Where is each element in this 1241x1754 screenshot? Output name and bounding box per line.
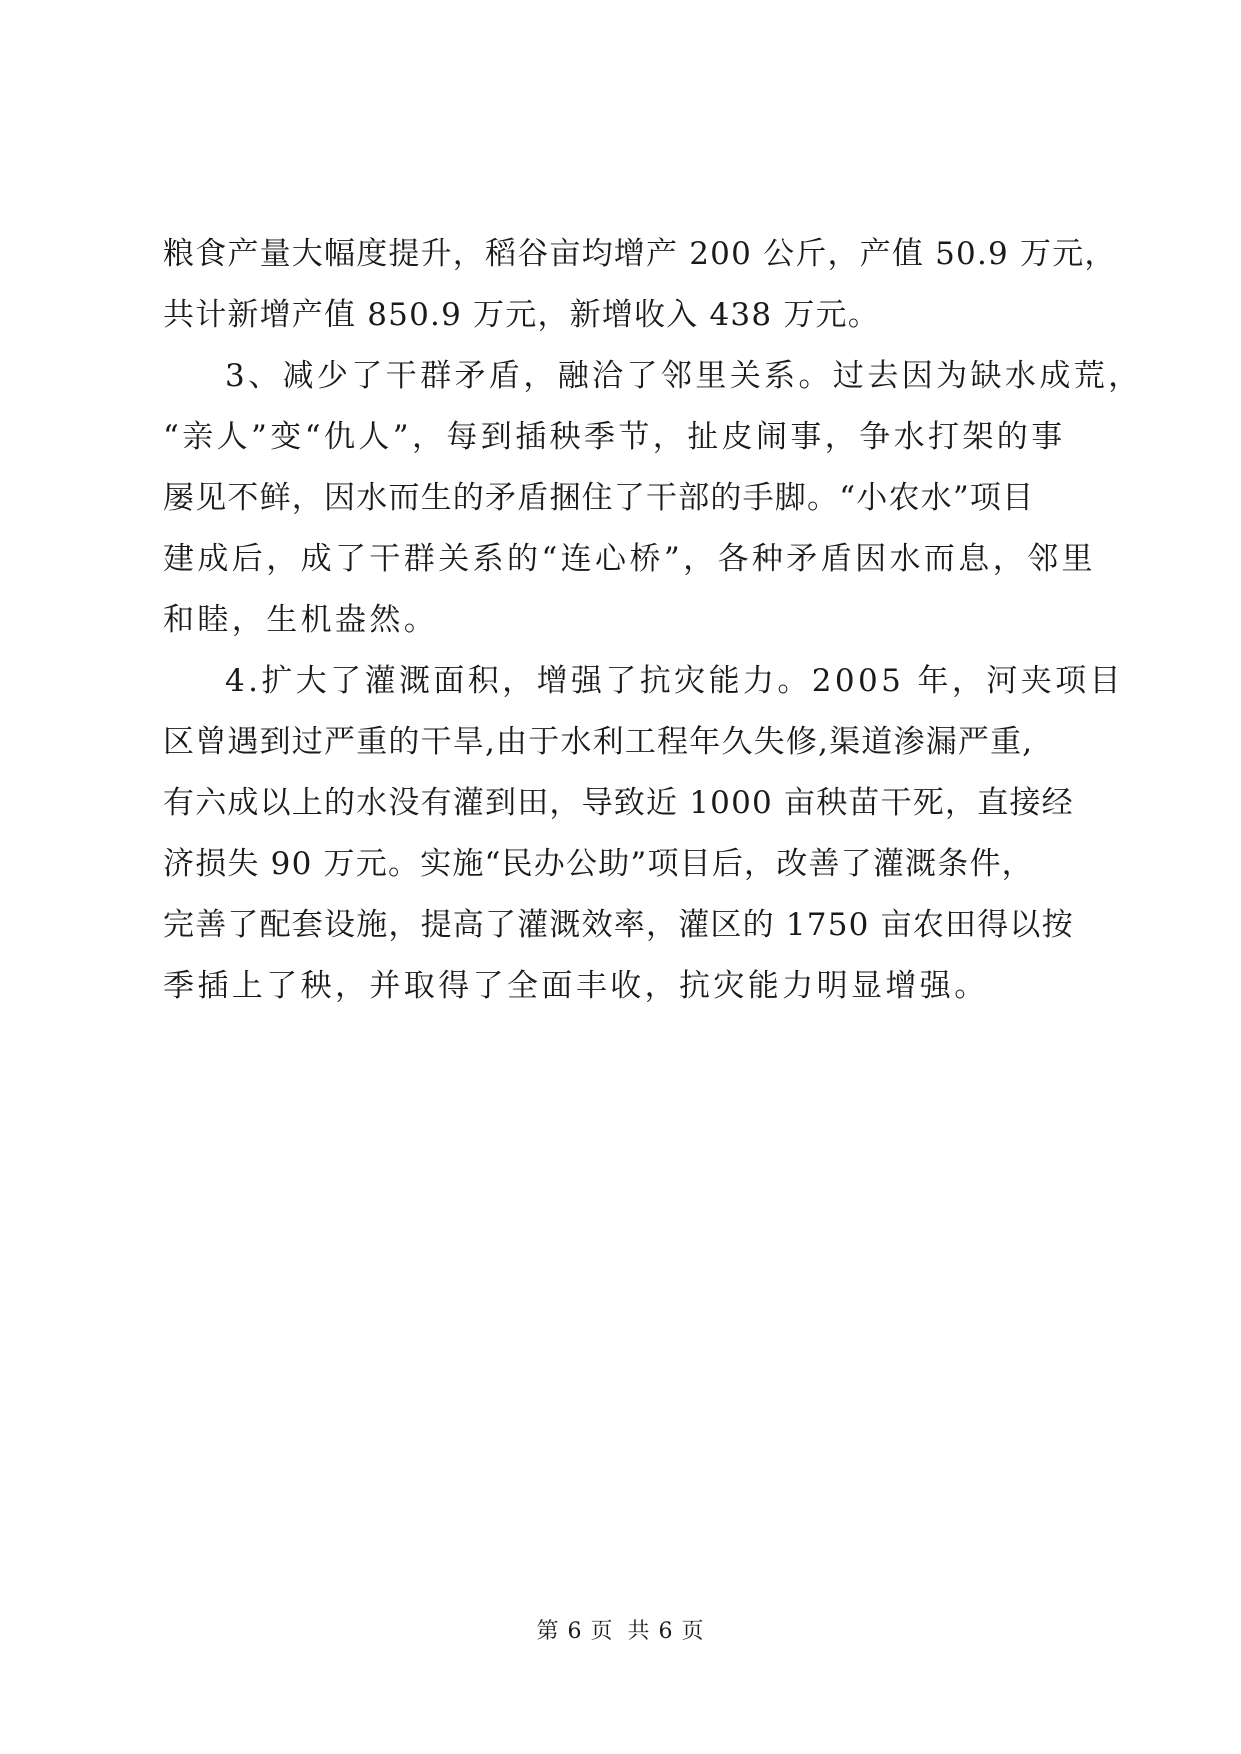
text-line: 屡见不鲜，因水而生的矛盾捆住了干部的手脚。“小农水”项目	[163, 480, 1035, 516]
text-line: 完善了配套设施，提高了灌溉效率，灌区的 1750 亩农田得以按	[163, 907, 1074, 943]
page-number-current: 第 6 页	[536, 1619, 614, 1644]
text-line: 有六成以上的水没有灌到田，导致近 1000 亩秧苗干死，直接经	[163, 785, 1074, 821]
text-line: 济损失 90 万元。实施“民办公助”项目后，改善了灌溉条件，	[163, 846, 1034, 882]
text-line: 区曾遇到过严重的干旱,由于水利工程年久失修,渠道渗漏严重,	[163, 724, 1034, 760]
paragraph-start-line: 3、减少了干群矛盾，融洽了邻里关系。过去因为缺水成荒，	[225, 358, 1143, 394]
text-line: 建成后，成了干群关系的“连心桥”，各种矛盾因水而息，邻里	[163, 541, 1096, 577]
document-body	[163, 224, 1143, 1017]
text-line: 季插上了秧，并取得了全面丰收，抗灾能力明显增强。	[163, 968, 989, 1004]
page-footer	[0, 1617, 1241, 1647]
text-line: “亲人”变“仇人”，每到插秧季节，扯皮闹事，争水打架的事	[163, 419, 1066, 455]
text-line: 粮食产量大幅度提升，稻谷亩均增产 200 公斤，产值 50.9 万元，	[163, 236, 1117, 272]
text-line: 共计新增产值 850.9 万元，新增收入 438 万元。	[163, 297, 880, 333]
paragraph-start-line: 4.扩大了灌溉面积，增强了抗灾能力。2005 年，河夹项目	[225, 663, 1124, 699]
text-line: 和睦，生机盎然。	[163, 602, 439, 638]
page-number-total: 共 6 页	[627, 1619, 705, 1644]
